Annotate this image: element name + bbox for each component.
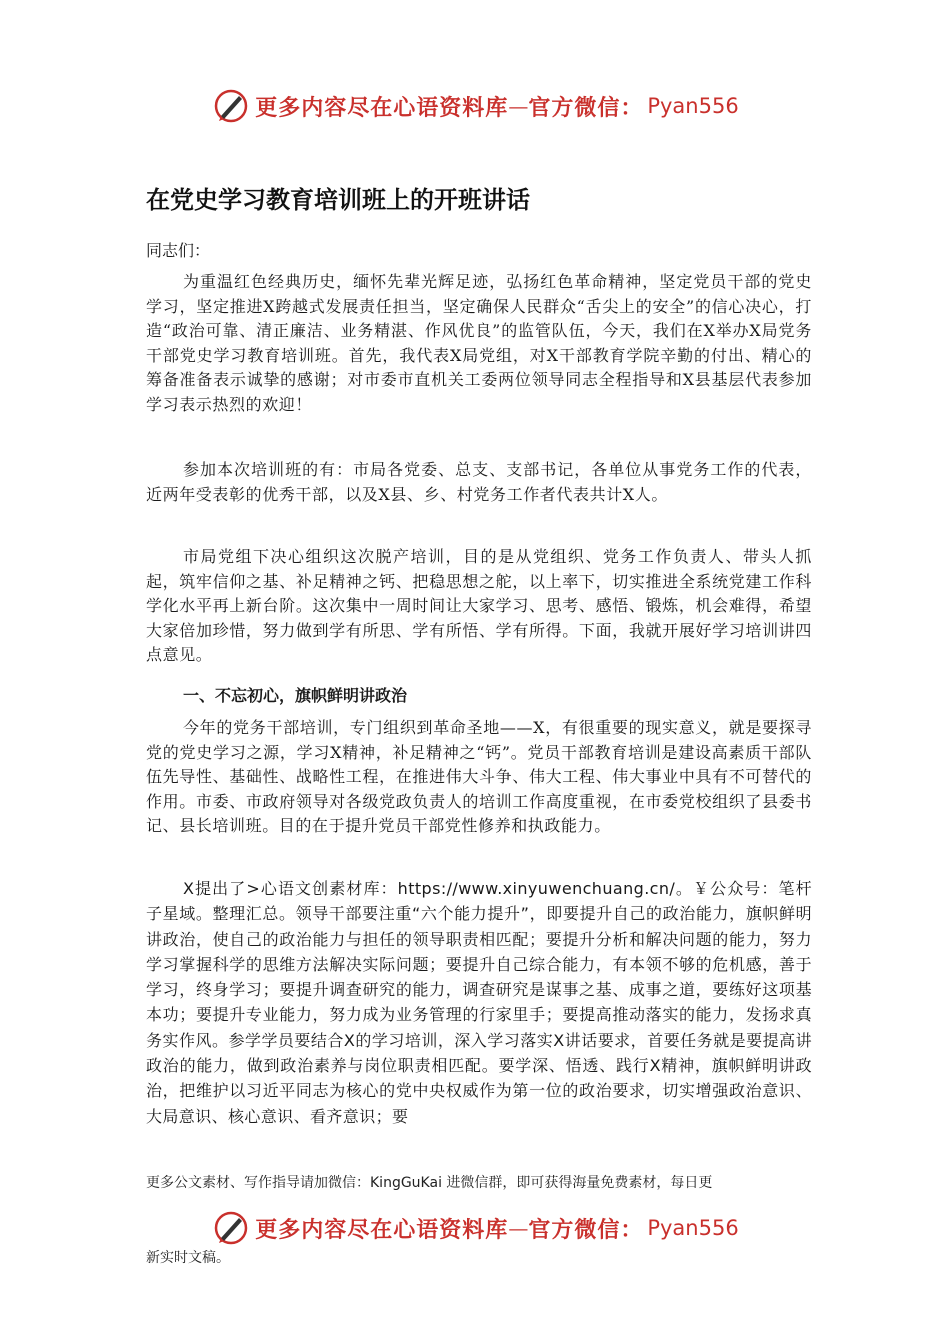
salutation: 同志们： xyxy=(146,241,211,260)
pen-logo-icon xyxy=(211,1208,251,1248)
banner-text: 更多内容尽在心语资料库 xyxy=(255,94,509,121)
paragraph-3: 市局党组下决心组织这次脱产培训，目的是从党组织、党务工作负责人、带头人抓起，筑牢信仰之基、补足精神之钙、把稳思想之舵，以上率下，切实推进全系统党建工作科学化水平再上新台阶。这次集中一周时间让大家学习、思考、感悟、锻炼，机会难得，希望大家倍加珍惜，努力做到学有所思、学有所悟、学有所得。下面，我就开展好学习培训讲四点意见。 xyxy=(146,547,812,665)
banner-separator: — xyxy=(508,1216,529,1240)
footer-banner xyxy=(0,1206,950,1250)
paragraph-2: 参加本次培训班的有：市局各党委、总支、支部书记，各单位从事党务工作的代表，近两年受表彰的优秀干部，以及X县、乡、村党务工作者代表共计X人。 xyxy=(146,460,812,504)
footer-promo-line-2: 新实时文稿。 xyxy=(146,1250,230,1266)
section1-paragraph-2: X提出了>心语文创素材库：https://www.xinyuwenchuang.cn/。￥公众号：笔杆子星域。整理汇总。领导干部要注重“六个能力提升”，即要提升自己的政治能力，旗帜鲜明讲政治，使自己的政治能力与担任的领导职责相匹配；要提升分析和解决问题的能力，努力学习掌握科学的思维方法解决实际问题；要提升自己综合能力，有本领不够的危机感，善于学习，终身学习；要提升调查研究的能力，调查研究是谋事之基、成事之道，要练好这项基本功；要提升专业能力，努力成为业务管理的行家里手；要提高推动落实的能力，发扬求真务实作风。参学学员要结合X的学习培训，深入学习落实X讲话要求，首要任务就是要提高讲政治的能力，做到政治素养与岗位职责相匹配。要学深、悟透、践行X精神，旗帜鲜明讲政治，把维护以习近平同志为核心的党中央权威作为第一位的政治要求，切实增强政治意识、大局意识、核心意识、看齐意识；要 xyxy=(146,879,812,1126)
document-title: 在党史学习教育培训班上的开班讲话 xyxy=(146,186,530,214)
section-heading-1: 一、不忘初心，旗帜鲜明讲政治 xyxy=(183,686,408,705)
header-banner xyxy=(0,84,950,128)
section1-paragraph-1: 今年的党务干部培训，专门组织到革命圣地——X，有很重要的现实意义，就是要探寻党的党史学习之源，学习X精神，补足精神之“钙”。党员干部教育培训是建设高素质干部队伍先导性、基础性、战略性工程，在推进伟大斗争、伟大工程、伟大事业中具有不可替代的作用。市委、市政府领导对各级党政负责人的培训工作高度重视，在市委党校组织了县委书记、县长培训班。目的在于提升党员干部党性修养和执政能力。 xyxy=(146,718,812,836)
banner-wechat-id: Pyan556 xyxy=(647,1216,739,1240)
paragraph-1: 为重温红色经典历史，缅怀先辈光辉足迹，弘扬红色革命精神，坚定党员干部的党史学习，坚定推进X跨越式发展责任担当，坚定确保人民群众“舌尖上的安全”的信心决心，打造“政治可靠、清正廉洁、业务精湛、作风优良”的监管队伍，今天，我们在X举办X局党务干部党史学习教育培训班。首先，我代表X局党组，对X干部教育学院辛勤的付出、精心的筹备准备表示诚挚的感谢；对市委市直机关工委两位领导同志全程指导和X县基层代表参加学习表示热烈的欢迎！ xyxy=(146,272,812,414)
pen-logo-icon xyxy=(211,86,251,126)
banner-wechat-label: 官方微信： xyxy=(528,94,644,121)
banner-separator: — xyxy=(508,94,529,118)
footer-promo-line-1: 更多公文素材、写作指导请加微信：KingGuKai 进微信群，即可获得海量免费素材，每日更 xyxy=(146,1175,713,1191)
banner-wechat-label: 官方微信： xyxy=(528,1216,644,1243)
banner-text: 更多内容尽在心语资料库 xyxy=(255,1216,509,1243)
banner-wechat-id: Pyan556 xyxy=(647,94,739,118)
